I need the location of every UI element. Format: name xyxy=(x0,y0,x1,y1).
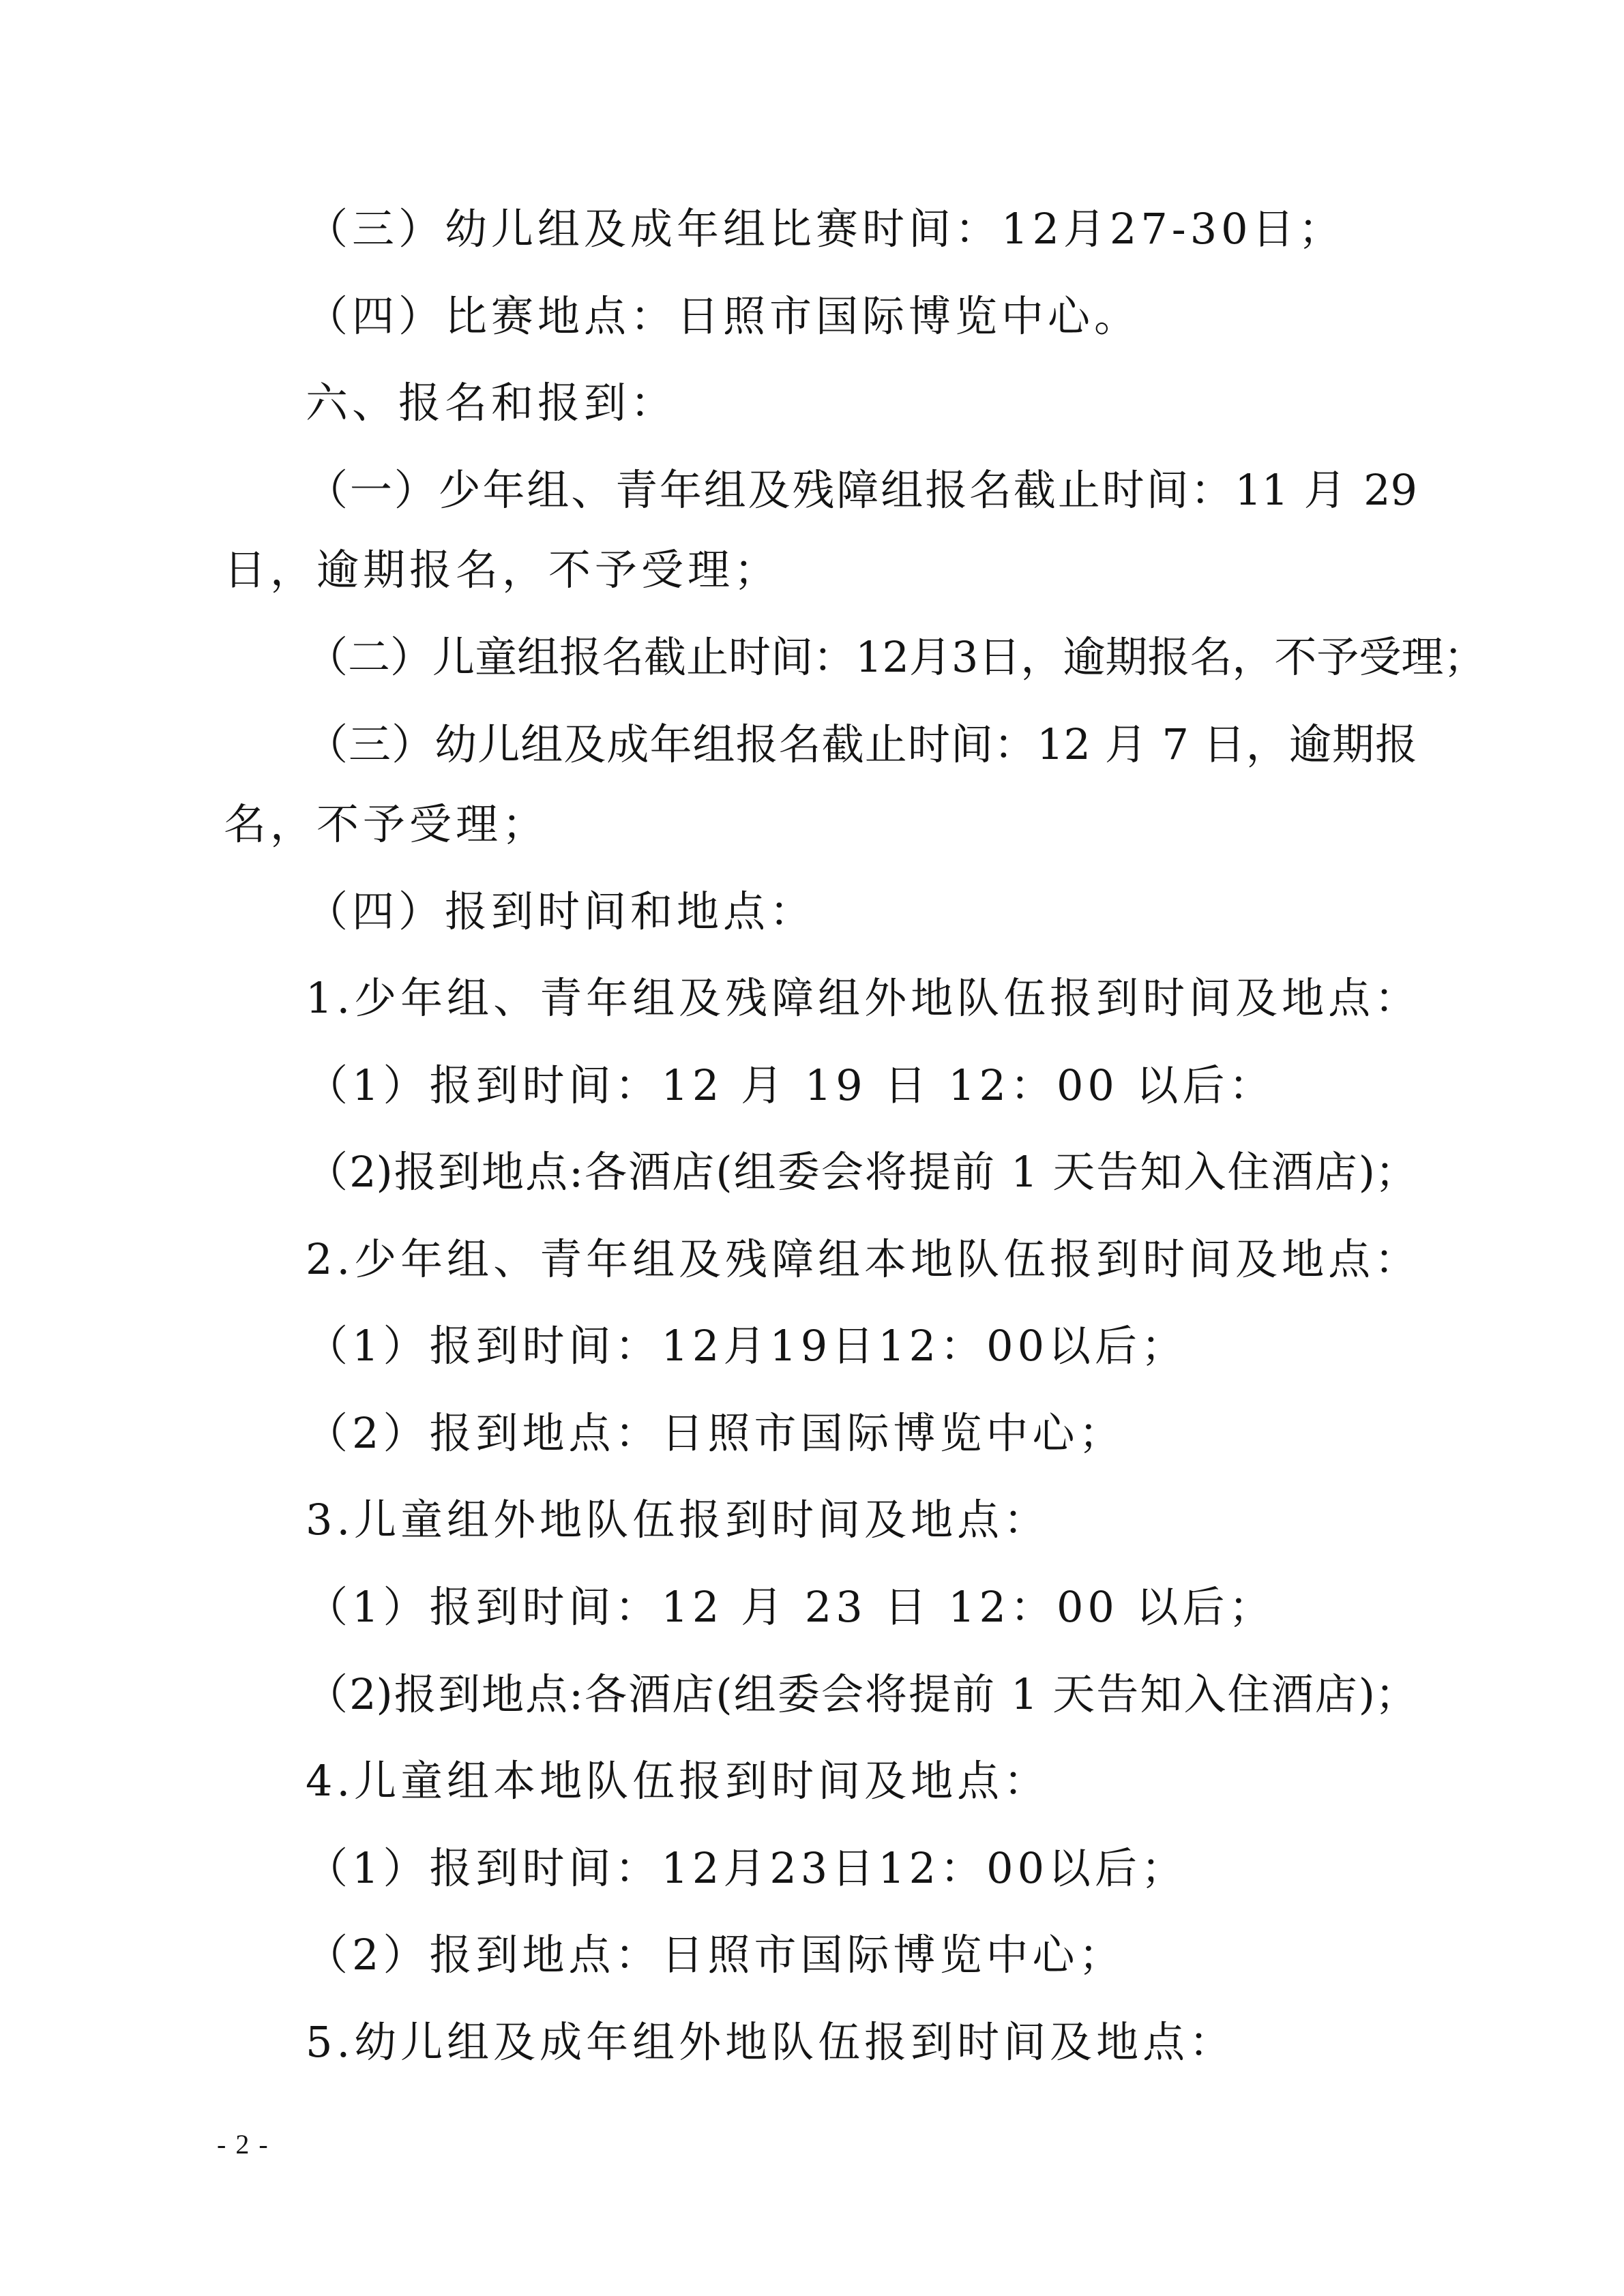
text-line: （2）报到地点：日照市国际博览中心； xyxy=(306,1408,1125,1458)
text-line: （2)报到地点:各酒店(组委会将提前 1 天告知入住酒店)； xyxy=(306,1147,1417,1197)
text-line: 4.儿童组本地队伍报到时间及地点： xyxy=(306,1756,1050,1806)
text-line: 3.儿童组外地队伍报到时间及地点： xyxy=(306,1495,1050,1545)
text-line: （四）比赛地点：日照市国际博览中心。 xyxy=(306,291,1141,341)
text-line: 日，逾期报名，不予受理； xyxy=(224,545,781,595)
text-line: （1）报到时间：12 月 23 日 12：00 以后； xyxy=(306,1582,1275,1632)
text-line: （2）报到地点：日照市国际博览中心； xyxy=(306,1930,1125,1980)
text-line: （三）幼儿组及成年组报名截止时间：12 月 7 日，逾期报 xyxy=(306,719,1417,769)
text-line: （2)报到地点:各酒店(组委会将提前 1 天告知入住酒店)； xyxy=(306,1669,1417,1719)
page-number: - 2 - xyxy=(217,2129,269,2160)
text-line: 1.少年组、青年组及残障组外地队伍报到时间及地点： xyxy=(306,973,1421,1023)
text-line: （四）报到时间和地点： xyxy=(306,886,816,936)
text-line: （一）少年组、青年组及残障组报名截止时间：11 月 29 xyxy=(306,465,1417,515)
text-line: （1）报到时间：12月23日12：00以后； xyxy=(306,1843,1188,1893)
text-line: （三）幼儿组及成年组比赛时间：12月27-30日； xyxy=(306,204,1345,254)
text-line: 5.幼儿组及成年组外地队伍报到时间及地点： xyxy=(306,2017,1236,2067)
text-line: 六、报名和报到： xyxy=(306,378,677,428)
text-line: （1）报到时间：12 月 19 日 12：00 以后： xyxy=(306,1060,1275,1110)
text-line: （二）儿童组报名截止时间：12月3日，逾期报名，不予受理； xyxy=(306,632,1486,682)
text-line: （1）报到时间：12月19日12：00以后； xyxy=(306,1321,1188,1371)
text-line: 2.少年组、青年组及残障组本地队伍报到时间及地点： xyxy=(306,1234,1421,1284)
text-line: 名，不予受理； xyxy=(224,799,549,849)
